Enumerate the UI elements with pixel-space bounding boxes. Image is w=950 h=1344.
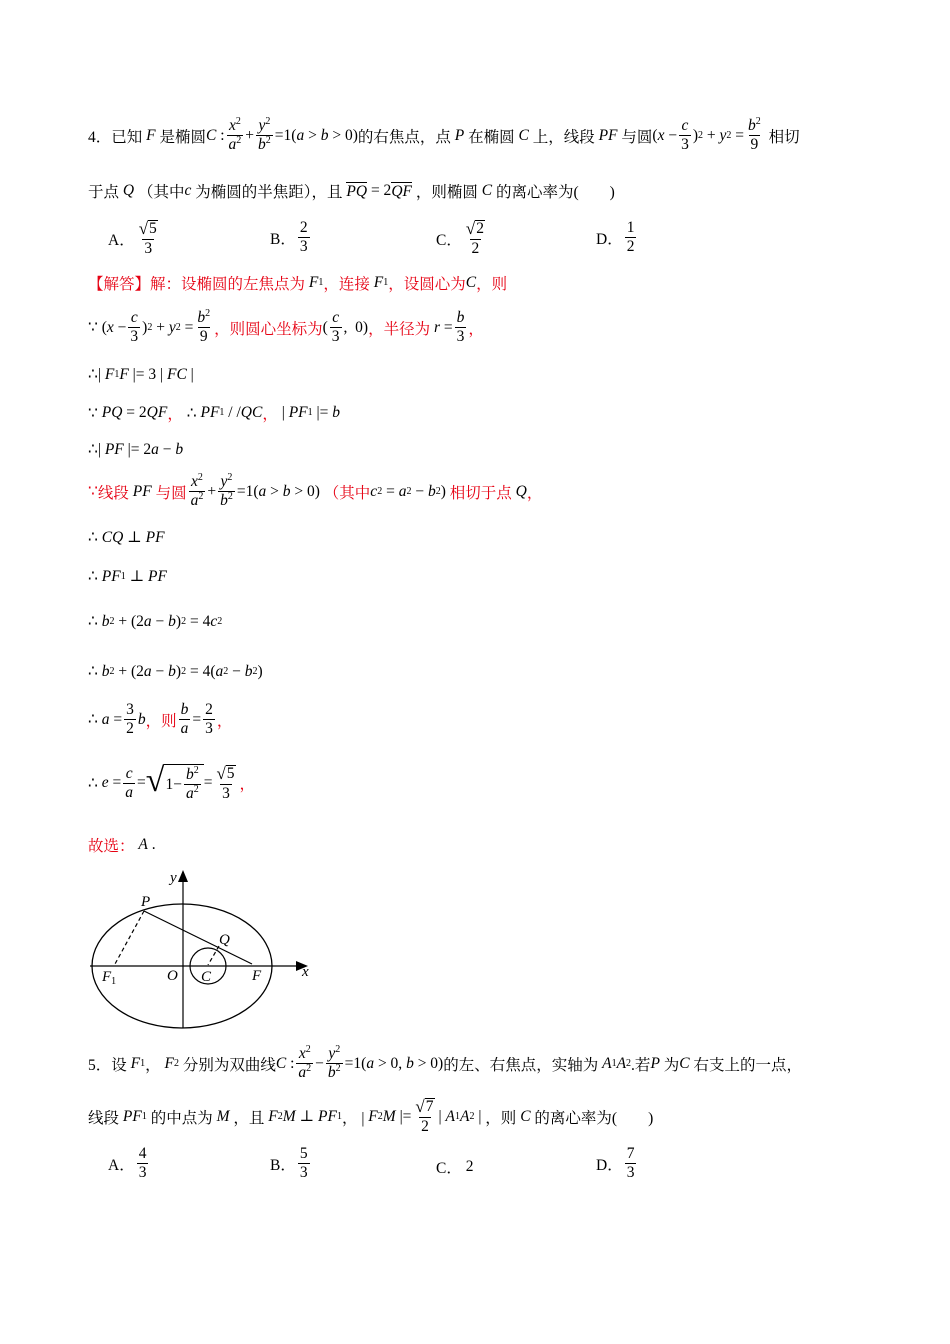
solution-line-4: ∵ PQ = 2 QF ， ∴ PF 1 / / QC ， | PF 1 |= b [88, 404, 341, 423]
solution-header: 【解答】 [88, 276, 151, 293]
label-c: C [201, 969, 212, 985]
answer-line: 故选： A . [88, 836, 156, 855]
q4-option-c: C． √ 2 2 [436, 219, 484, 258]
q5-line-2: 线段 PF 1 的中点为 M ，且 F 2 M ⊥ PF 1 ， | F 2 M |= √ 7 2 | A 1 A 2 | ，则 C 的离心率为( ) [88, 1097, 654, 1136]
q4-option-b: B． $\frac{2}{3}$ [270, 219, 308, 256]
label-y: y [170, 870, 177, 886]
y-axis-arrow [178, 870, 188, 882]
q4-number: 4． [88, 128, 112, 146]
q5-line-1: 5． 设 F 1 ， F 2 分别为双曲线 C : $\frac{x^2}{a^2}$ − $\frac{y^2}{b^2}$ =1( a > 0, b > 0) 的左、右焦点，实轴为 A 1 A 2 .若 P 为 C 右支上的一点， [88, 1044, 803, 1082]
solution-line-9: ∴ b 2 + (2 a − b ) 2 = 4 c 2 [88, 612, 223, 630]
q4-line-2: 于点 Q （其中 c 为椭圆的半焦距），且 PQ = 2 QF ，则椭圆 C 的离心率为( ) [88, 182, 615, 201]
solution-line-8: ∴ PF 1 ⊥ PF [88, 567, 167, 585]
solution-line-10: ∴ b 2 + (2 a − b ) 2 = 4( a 2 − b 2 ) [88, 662, 263, 680]
label-f: F [252, 968, 262, 984]
solution-line-6: ∵ 线段 PF 与圆 $\frac{x^2}{a^2}$ + $\frac{y^2}{b^2}$ =1( a > b > 0) （其中 c 2 = a 2 − b 2 ) 相切于点 Q ， [88, 472, 543, 510]
solution-line-1: 【解答】 解：设椭圆的左焦点为 F 1 ，连接 F 1 ，设圆心为 C ，则 [88, 274, 508, 293]
label-f1: $F_1$ [102, 969, 117, 987]
solution-line-7: ∴ CQ ⊥ PF [88, 528, 165, 546]
q5-option-c: C． 2 [436, 1158, 474, 1177]
solution-line-3: ∴| F 1 F |= 3 | FC | [88, 365, 194, 383]
solution-line-2: ∵ ( x − $\frac{c}{3}$ ) 2 + y 2 = $\frac{b^2}{9}$ ，则圆心坐标为 ( $\frac{c}{3}$ , 0) ，半径为 r = $\frac{b}{3}$ ， [88, 308, 484, 346]
label-x: x [302, 964, 309, 980]
q4-option-a: A． √ 5 3 [108, 219, 157, 258]
label-p: P [141, 894, 151, 910]
q5-number: 5． [88, 1056, 112, 1074]
solution-line-5: ∴| PF |= 2 a − b [88, 440, 184, 458]
solution-line-11: ∴ a = $\frac{3}{2}$ b ，则 $\frac{b}{a}$ = $\frac{2}{3}$ ， [88, 701, 233, 738]
label-q: Q [219, 932, 230, 948]
q5-option-b: B． $\frac{5}{3}$ [270, 1145, 308, 1182]
solution-line-12: ∴ e = $\frac{c}{a}$ = √ 1− $\frac{b^2}{a^2}$ = √ 5 3 ， [88, 762, 256, 803]
segment-pf1-dashed [115, 911, 144, 964]
q5-option-d: D． $\frac{7}{3}$ [596, 1145, 635, 1182]
q4-option-d: D． $\frac{1}{2}$ [596, 219, 635, 256]
q4-line-1: 4． 已知 F 是椭圆 C : $\frac{x^2}{a^2}$ + $\frac{y^2}{b^2}$ =1( a > b > 0) 的右焦点，点 P 在椭圆 C 上，线段 PF 与圆 ( x − $\frac{c}{3}$ ) 2 + y 2 = $\frac{b^2}{9}$ 相切 [88, 116, 800, 154]
segment-pf [144, 911, 252, 964]
label-o: O [167, 968, 178, 984]
answer-value: A [138, 836, 148, 853]
q5-option-a: A． $\frac{4}{3}$ [108, 1145, 147, 1182]
ellipse-figure [90, 868, 320, 1030]
